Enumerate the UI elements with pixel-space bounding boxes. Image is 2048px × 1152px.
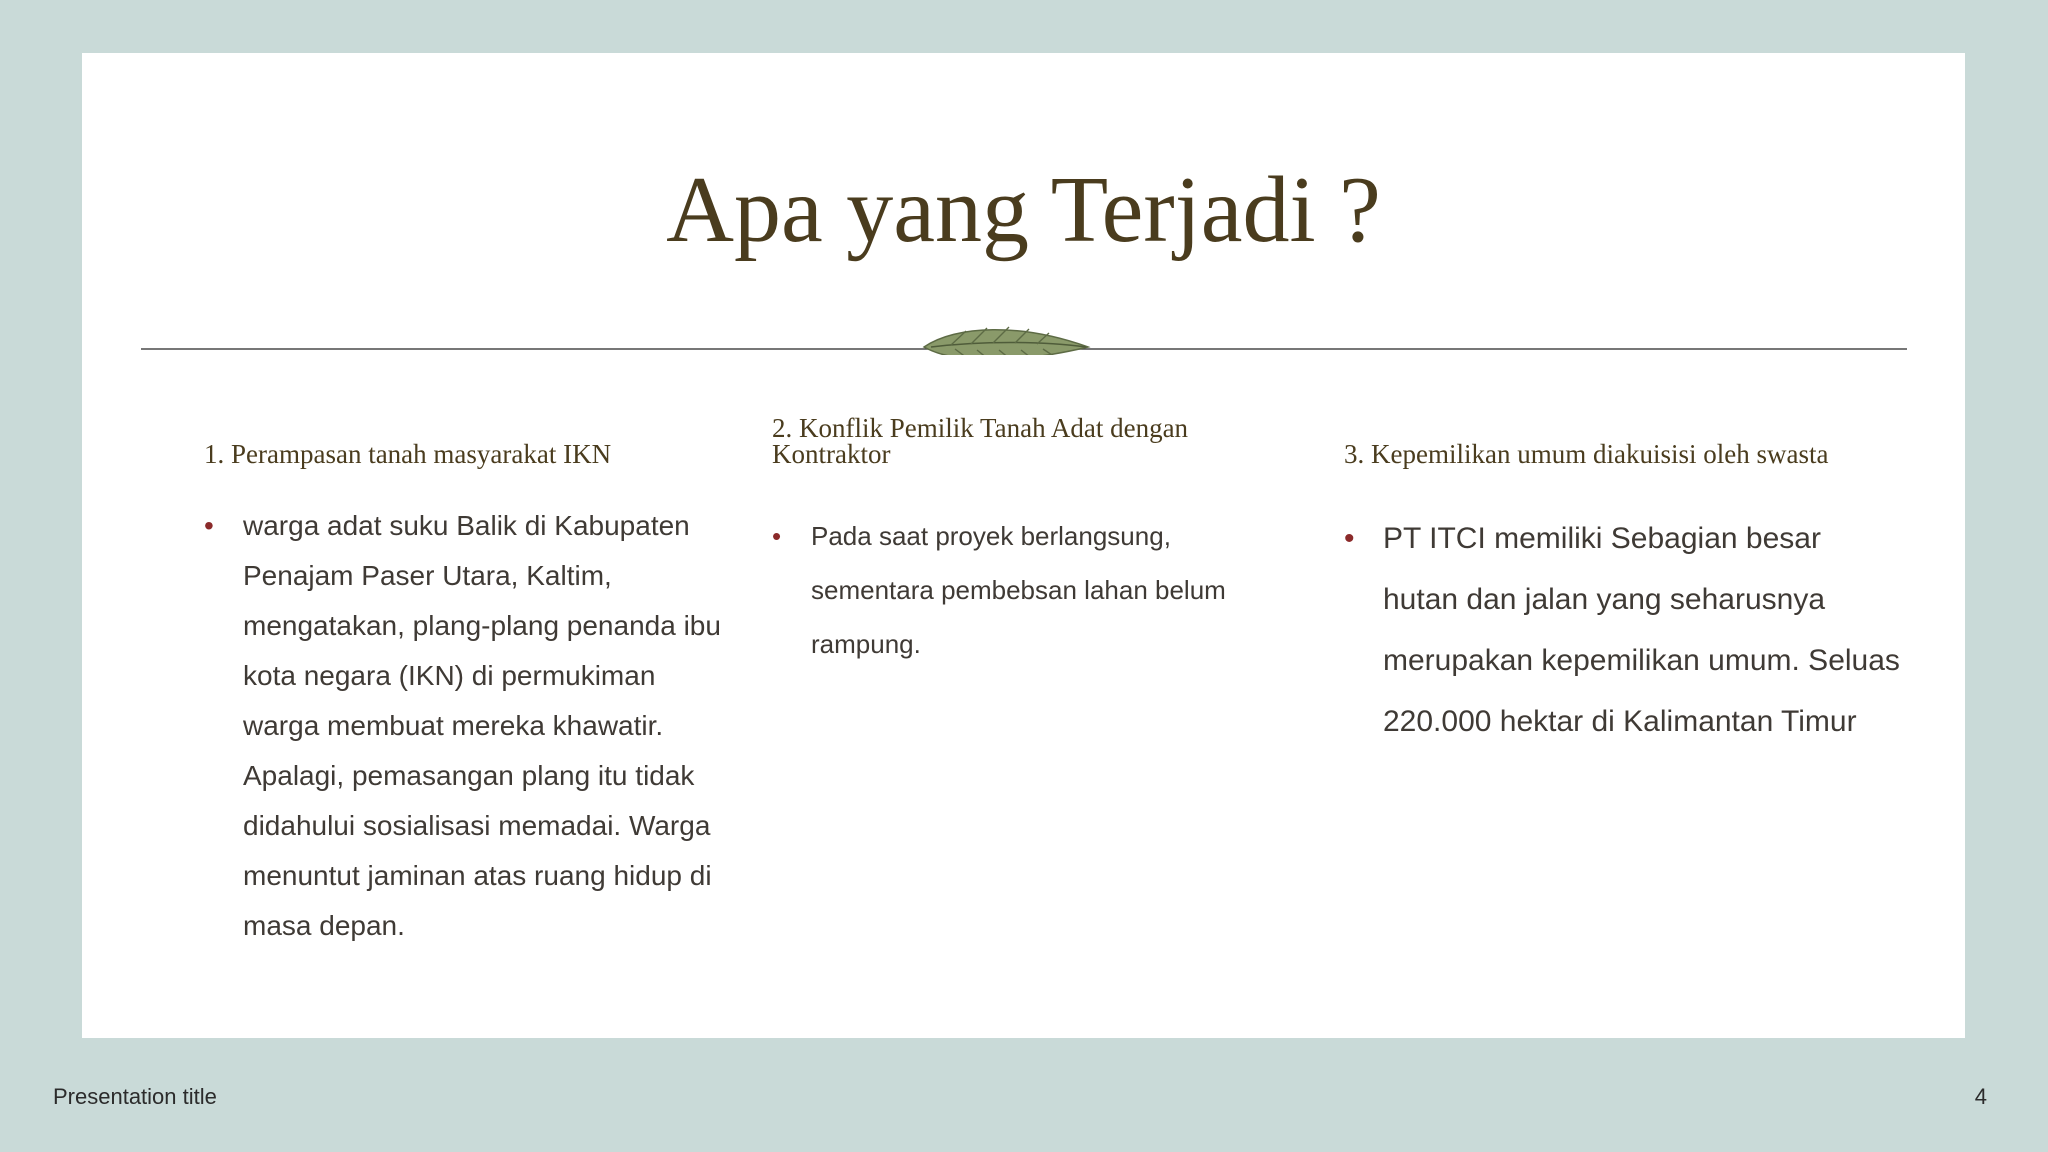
page-number: 4 xyxy=(1974,1084,1987,1109)
bullet-dot-icon: • xyxy=(204,510,214,541)
column-2 xyxy=(772,371,1272,671)
bullet-text: Pada saat proyek berlangsung, sementara pembebsan lahan belum rampung. xyxy=(811,521,1226,659)
slide-canvas xyxy=(82,53,1965,1038)
column-2-heading: 2. Konflik Pemilik Tanah Adat dengan Kontraktor xyxy=(772,413,1189,469)
leaf-ornament-icon xyxy=(924,327,1088,355)
bullet-text: PT ITCI memiliki Sebagian besar hutan dan jalan yang seharusnya merupakan kepemilikan umum. Seluas 220.000 hektar di Kalimantan Timur xyxy=(1383,522,1900,738)
column-2-bullet-list xyxy=(772,509,1272,671)
column-3-bullet-list xyxy=(1344,508,1904,752)
column-1-bullet-list xyxy=(204,501,724,951)
title-divider xyxy=(141,295,1907,355)
list-item xyxy=(772,509,1272,671)
column-3-heading: 3. Kepemilikan umum diakuisisi oleh swasta xyxy=(1344,439,1829,469)
bullet-dot-icon: • xyxy=(772,521,782,551)
column-1 xyxy=(204,371,724,951)
column-3 xyxy=(1344,371,1904,752)
list-item xyxy=(1344,508,1904,752)
footer-presentation-title: Presentation title xyxy=(53,1084,217,1109)
bullet-text: warga adat suku Balik di Kabupaten Penajam Paser Utara, Kaltim, mengatakan, plang-plang penanda ibu kota negara (IKN) di permukiman warga membuat mereka khawatir. Apalagi, pemasangan plang itu tidak didahului sosialisasi memadai. Warga menuntut jaminan atas ruang hidup di masa depan. xyxy=(243,510,721,941)
column-1-heading: 1. Perampasan tanah masyarakat IKN xyxy=(204,439,612,469)
bullet-dot-icon: • xyxy=(1344,522,1355,555)
list-item xyxy=(204,501,724,951)
slide-title: Apa yang Terjadi ? xyxy=(666,158,1381,262)
